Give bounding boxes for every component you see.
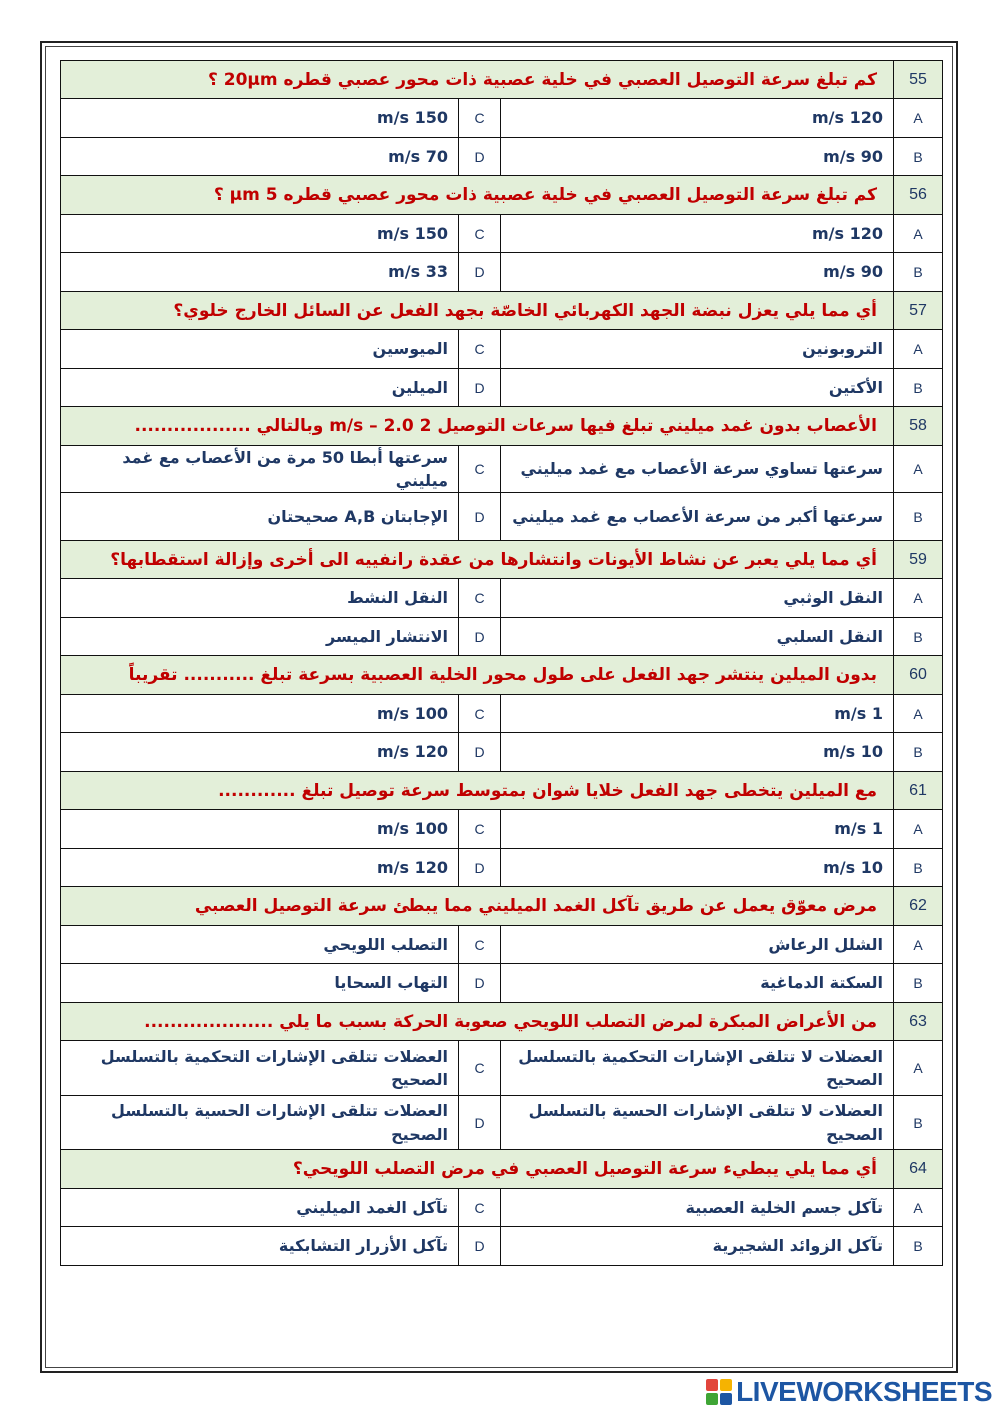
option-letter-b: B <box>893 369 942 407</box>
answer-option-b[interactable]: الأكتين <box>500 369 893 407</box>
question-text: مع الميلين يتخطى جهد الفعل خلايا شوان بمتوسط سرعة توصيل تبلغ ............ <box>218 780 877 801</box>
answer-row <box>60 492 943 541</box>
option-letter-a: A <box>893 446 942 493</box>
question-number: 60 <box>893 656 942 694</box>
quiz-table <box>60 61 943 1266</box>
answer-option-d[interactable]: الانتشار الميسر <box>326 626 448 646</box>
option-letter-b: B <box>893 733 942 771</box>
question-number: 62 <box>893 887 942 925</box>
option-letter-c: C <box>458 810 500 848</box>
answer-row <box>60 445 943 494</box>
answer-option-b[interactable]: النقل السلبي <box>500 618 893 656</box>
question-row <box>60 655 943 695</box>
answer-option-d[interactable]: تآكل الأزرار التشابكية <box>278 1236 448 1256</box>
question-row <box>60 60 943 100</box>
answer-row <box>60 925 943 965</box>
answer-option-d[interactable]: 33 m/s <box>388 262 448 282</box>
answer-option-b[interactable]: تآكل الزوائد الشجيرية <box>500 1227 893 1265</box>
option-letter-a: A <box>893 579 942 617</box>
answer-option-d[interactable]: 70 m/s <box>388 146 448 166</box>
answer-row <box>60 694 943 734</box>
answer-option-a[interactable]: العضلات لا تتلقى الإشارات التحكمية بالتسلسل الصحيح <box>500 1041 893 1095</box>
answer-option-c[interactable]: 150 m/s <box>376 108 448 128</box>
option-letter-b: B <box>893 849 942 887</box>
answer-option-b[interactable]: 90 m/s <box>500 138 893 176</box>
answer-option-b[interactable]: 90 m/s <box>500 253 893 291</box>
liveworksheets-logo-text: LIVEWORKSHEETS <box>736 1376 992 1407</box>
option-letter-b: B <box>893 618 942 656</box>
answer-option-a[interactable]: سرعتها تساوي سرعة الأعصاب مع غمد ميليني <box>500 446 893 493</box>
option-letter-d: D <box>458 253 500 291</box>
question-text: من الأعراض المبكرة لمرض التصلب اللويحي صعوبة الحركة بسبب ما يلي .................... <box>144 1011 877 1032</box>
option-letter-d: D <box>458 733 500 771</box>
question-number: 59 <box>893 541 942 579</box>
option-letter-a: A <box>893 1041 942 1095</box>
answer-row <box>60 214 943 254</box>
answer-option-c[interactable]: 100 m/s <box>376 819 448 839</box>
answer-option-a[interactable]: النقل الوثبي <box>500 579 893 617</box>
answer-option-c[interactable]: تآكل الغمد الميليني <box>296 1197 448 1217</box>
answer-option-a[interactable]: الشلل الرعاش <box>500 926 893 964</box>
option-letter-b: B <box>893 1096 942 1150</box>
question-text: الأعصاب بدون غمد ميليني تبلغ فيها سرعات التوصيل 2 m/s – 2.0 وبالتالي .................. <box>134 416 877 436</box>
answer-option-d[interactable]: 120 m/s <box>376 857 448 877</box>
answer-option-a[interactable]: تآكل جسم الخلية العصبية <box>500 1189 893 1227</box>
option-letter-c: C <box>458 99 500 137</box>
question-number: 55 <box>893 61 942 99</box>
question-text: أي مما يلي يعبر عن نشاط الأيونات وانتشارها من عقدة رانفييه الى أخرى وإزالة استقطابها؟ <box>110 549 877 570</box>
question-row <box>60 291 943 331</box>
question-text: مرض معوّق يعمل عن طريق تآكل الغمد الميليني مما يبطئ سرعة التوصيل العصبي <box>194 896 877 916</box>
liveworksheets-logo-icon <box>706 1379 732 1405</box>
answer-option-b[interactable]: العضلات لا تتلقى الإشارات الحسية بالتسلسل الصحيح <box>500 1096 893 1150</box>
answer-row <box>60 848 943 888</box>
question-number: 58 <box>893 407 942 445</box>
option-letter-c: C <box>458 330 500 368</box>
answer-option-a[interactable]: التروبونين <box>500 330 893 368</box>
option-letter-b: B <box>893 138 942 176</box>
option-letter-d: D <box>458 964 500 1002</box>
question-row <box>60 1002 943 1042</box>
question-text: بدون الميلين ينتشر جهد الفعل على طول محور الخلية العصبية بسرعة تبلغ ........... تقريباً <box>128 665 877 685</box>
question-number: 56 <box>893 176 942 214</box>
answer-row <box>60 578 943 618</box>
question-row <box>60 406 943 446</box>
option-letter-c: C <box>458 1189 500 1227</box>
answer-row <box>60 732 943 772</box>
option-letter-c: C <box>458 446 500 493</box>
option-letter-c: C <box>458 926 500 964</box>
answer-row <box>60 617 943 657</box>
option-letter-a: A <box>893 926 942 964</box>
answer-option-c[interactable]: الميوسين <box>372 339 448 359</box>
answer-option-a[interactable]: 120 m/s <box>500 99 893 137</box>
option-letter-c: C <box>458 1041 500 1095</box>
answer-option-c[interactable]: سرعتها أبطا 50 مرة من الأعصاب مع غمد ميليني <box>122 447 448 490</box>
answer-option-c[interactable]: 100 m/s <box>376 703 448 723</box>
question-row <box>60 540 943 580</box>
answer-option-b[interactable]: 10 m/s <box>500 733 893 771</box>
option-letter-c: C <box>458 579 500 617</box>
answer-row <box>60 1040 943 1096</box>
answer-row <box>60 329 943 369</box>
answer-option-b[interactable]: سرعتها أكبر من سرعة الأعصاب مع غمد ميليني <box>500 493 893 540</box>
answer-option-c[interactable]: العضلات تتلقى الإشارات التحكمية بالتسلسل الصحيح <box>100 1046 448 1089</box>
answer-option-c[interactable]: النقل النشط <box>347 588 448 608</box>
answer-row <box>60 137 943 177</box>
answer-row <box>60 368 943 408</box>
answer-row <box>60 252 943 292</box>
answer-option-d[interactable]: العضلات تتلقى الإشارات الحسية بالتسلسل الصحيح <box>111 1101 448 1144</box>
answer-option-c[interactable]: 150 m/s <box>376 223 448 243</box>
answer-option-b[interactable]: السكتة الدماغية <box>500 964 893 1002</box>
question-number: 57 <box>893 292 942 330</box>
option-letter-b: B <box>893 253 942 291</box>
option-letter-d: D <box>458 618 500 656</box>
option-letter-a: A <box>893 1189 942 1227</box>
question-text: كم تبلغ سرعة التوصيل العصبي في خلية عصبية ذات محور عصبي قطره 5 µm ؟ <box>213 185 877 205</box>
option-letter-a: A <box>893 695 942 733</box>
question-text: أي مما يلي يبطيء سرعة التوصيل العصبي في مرض التصلب اللويحي؟ <box>292 1159 877 1179</box>
option-letter-d: D <box>458 1227 500 1265</box>
option-letter-d: D <box>458 1096 500 1150</box>
answer-option-d[interactable]: التهاب السحايا <box>334 973 448 993</box>
question-number: 63 <box>893 1003 942 1041</box>
question-number: 64 <box>893 1150 942 1188</box>
question-row <box>60 175 943 215</box>
option-letter-c: C <box>458 695 500 733</box>
option-letter-d: D <box>458 138 500 176</box>
option-letter-a: A <box>893 99 942 137</box>
answer-option-a[interactable]: 1 m/s <box>500 695 893 733</box>
question-text: كم تبلغ سرعة التوصيل العصبي في خلية عصبية ذات محور عصبي قطره 20µm ؟ <box>207 69 877 90</box>
option-letter-d: D <box>458 493 500 540</box>
answer-option-a[interactable]: 120 m/s <box>500 215 893 253</box>
answer-row <box>60 963 943 1003</box>
answer-option-b[interactable]: 10 m/s <box>500 849 893 887</box>
option-letter-d: D <box>458 849 500 887</box>
answer-option-d[interactable]: الإجابتان A,B صحيحتان <box>267 506 448 526</box>
answer-row <box>60 98 943 138</box>
question-row <box>60 1149 943 1189</box>
option-letter-b: B <box>893 493 942 540</box>
question-number: 61 <box>893 772 942 810</box>
option-letter-a: A <box>893 215 942 253</box>
option-letter-a: A <box>893 330 942 368</box>
answer-option-c[interactable]: التصلب اللويحي <box>323 934 448 954</box>
liveworksheets-logo <box>706 1377 992 1407</box>
option-letter-a: A <box>893 810 942 848</box>
answer-row <box>60 1188 943 1228</box>
option-letter-b: B <box>893 964 942 1002</box>
answer-row <box>60 809 943 849</box>
question-text: أي مما يلي يعزل نبضة الجهد الكهربائي الخاصّة بجهد الفعل عن السائل الخارج خلوي؟ <box>173 300 877 321</box>
question-row <box>60 771 943 811</box>
answer-option-d[interactable]: الميلين <box>391 377 448 397</box>
answer-option-a[interactable]: 1 m/s <box>500 810 893 848</box>
answer-row <box>60 1095 943 1151</box>
question-row <box>60 886 943 926</box>
option-letter-c: C <box>458 215 500 253</box>
option-letter-b: B <box>893 1227 942 1265</box>
option-letter-d: D <box>458 369 500 407</box>
answer-option-d[interactable]: 120 m/s <box>376 742 448 762</box>
answer-row <box>60 1226 943 1266</box>
